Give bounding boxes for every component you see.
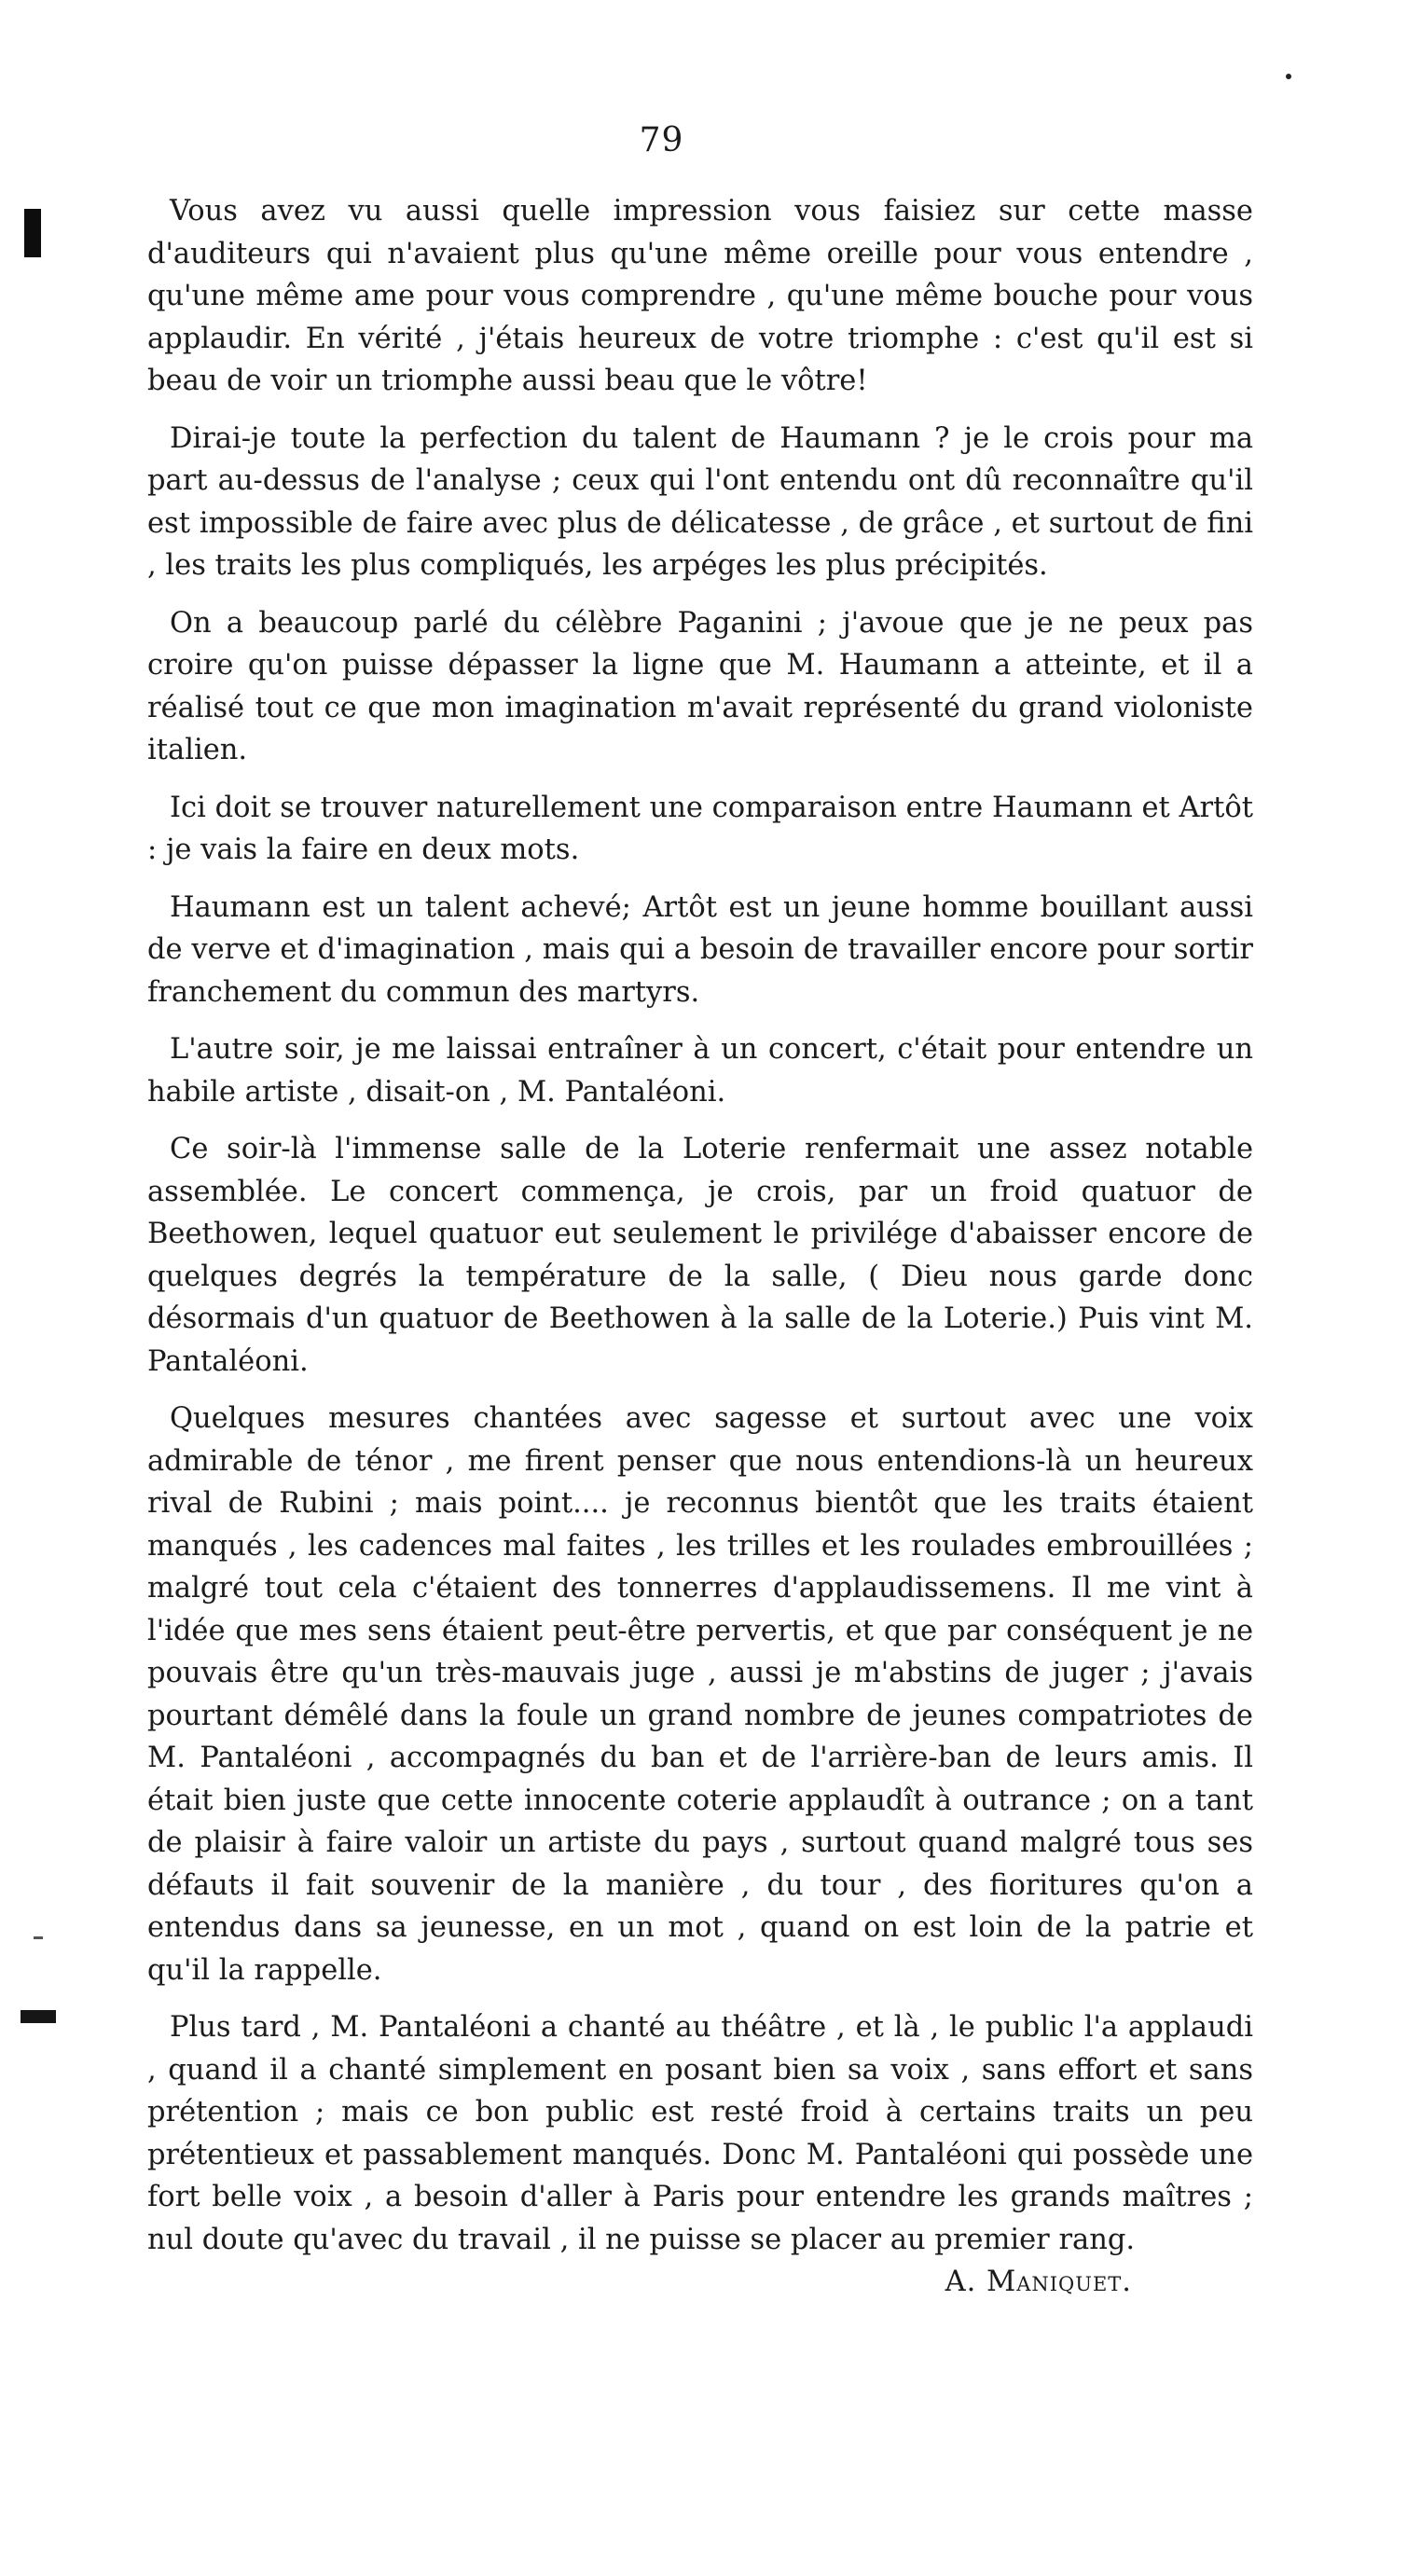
paragraph-8: Quelques mesures chantées avec sagesse et surtout avec une voix admirable de ténor , me firent penser que nous entendions-là un heureux rival de Rubini ; mais point.... je reconnus bientôt que les traits étaient manqués , les cadences mal faites , les trilles et les roulades embrouillées ; malgré tout cela c'étaient des tonnerres d'applaudissemens. Il me vint à l'idée que mes sens étaient peut-être pervertis, et que par conséquent je ne pouvais être qu'un très-mauvais juge , aussi je m'abstins de juger ; j'avais pourtant démêlé dans la foule un grand nombre de jeunes compatriotes de M. Pantaléoni , accompagnés du ban et de l'arrière-ban de leurs amis. Il était bien juste que cette innocente coterie applaudît à outrance ; on a tant de plaisir à faire valoir un artiste du pays , surtout quand malgré tous ses défauts il fait souvenir de la manière , du tour , des fioritures qu'on a entendus dans sa jeunesse, en un mot , quand on est loin de la patrie et qu'il la rappelle. [147,1402,1253,1987]
article-body [147,190,1253,2304]
paragraph-6: L'autre soir, je me laissai entraîner à un concert, c'était pour entendre un habile artiste , disait-on , M. Pantaléoni. [147,1033,1253,1109]
paragraph-2: Dirai-je toute la perfection du talent de Haumann ? je le crois pour ma part au-dessus de l'analyse ; ceux qui l'ont entendu ont dû reconnaître qu'il est impossible de faire avec plus de délicatesse , de grâce , et surtout de fini , les traits les plus compliqués, les arpéges les plus précipités. [147,421,1253,582]
paragraph-5: Haumann est un talent achevé; Artôt est un jeune homme bouillant aussi de verve et d'imagination , mais qui a besoin de travailler encore pour sortir franchement du commun des martyrs. [147,890,1253,1009]
page-number: 79 [639,121,684,159]
paragraph-9-text: Plus tard , M. Pantaléoni a chanté au théâtre , et là , le public l'a applaudi , quand il a chanté simplement en posant bien sa voix , sans effort et sans prétention ; mais ce bon public est resté froid à certains traits un peu prétentieux et passablement manqués. Donc M. Pantaléoni qui possède une fort belle voix , a besoin d'aller à Paris pour entendre les grands maîtres ; nul doute qu'avec du travail , il ne puisse se placer au premier rang. [147,2011,1253,2256]
margin-ink-mark [24,209,41,257]
paragraph-9 [147,2006,1253,2298]
paragraph-4: Ici doit se trouver naturellement une comparaison entre Haumann et Artôt : je vais la faire en deux mots. [147,791,1253,866]
margin-tick [34,1936,43,1939]
paragraph-7: Ce soir-là l'immense salle de la Loterie renfermait une assez notable assemblée. Le concert commença, je crois, par un froid quatuor de Beethowen, lequel quatuor eut seulement le privilége d'abaisser encore de quelques degrés la température de la salle, ( Dieu nous garde donc désormais d'un quatuor de Beethowen à la salle de la Loterie.) Puis vint M. Pantaléoni. [147,1133,1253,1378]
paragraph-1: Vous avez vu aussi quelle impression vous faisiez sur cette masse d'auditeurs qui n'avaient plus qu'une même oreille pour vous entendre , qu'une même ame pour vous comprendre , qu'une même bouche pour vous applaudir. En vérité , j'étais heureux de votre triomphe : c'est qu'il est si beau de voir un triomphe aussi beau que le vôtre! [147,195,1253,397]
margin-ink-mark-lower [21,2010,56,2023]
author-signature: A. Maniquet. [945,2266,1132,2298]
ink-dot [1286,74,1291,79]
paragraph-3: On a beaucoup parlé du célèbre Paganini ; j'avoue que je ne peux pas croire qu'on puisse dépasser la ligne que M. Haumann a atteinte, et il a réalisé tout ce que mon imagination m'avait représenté du grand violoniste italien. [147,606,1253,766]
